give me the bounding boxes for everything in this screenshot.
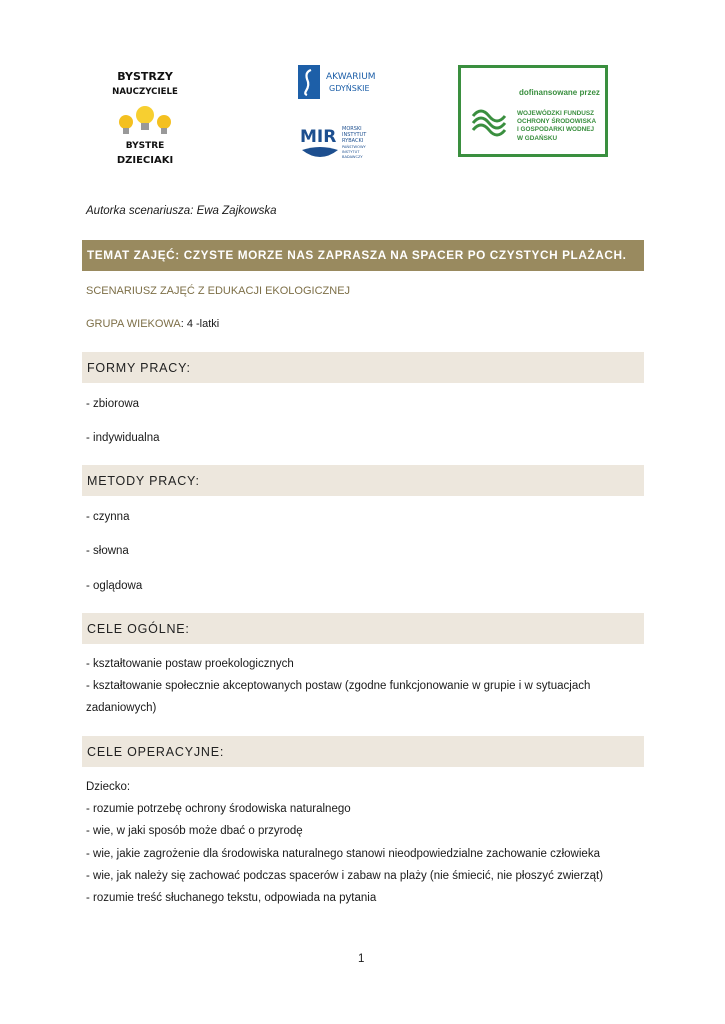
akwarium-gdynskie-logo (296, 64, 396, 100)
logo-text-akwarium: AKWARIUM (326, 72, 376, 82)
section-header-cele-operacyjne (82, 736, 644, 767)
svg-text:INSTYTUT: INSTYTUT (342, 150, 360, 154)
section-title: CELE OGÓLNE: (87, 622, 190, 636)
list-item: - rozumie potrzebę ochrony środowiska naturalnego (86, 803, 351, 815)
logo-text-bystre: BYSTRE (125, 141, 165, 151)
author-line: Autorka scenariusza: Ewa Zajkowska (86, 205, 277, 217)
topic-banner (82, 240, 644, 271)
wfosigw-name: WOJEWÓDZKI FUNDUSZ OCHRONY ŚRODOWISKA I GOSPODARKI WODNEJ W GDAŃSKU (517, 110, 597, 142)
logo-text-gdynskie: GDYŃSKIE (329, 84, 370, 93)
section-header-cele-ogolne (82, 613, 644, 644)
section-header-formy (82, 352, 644, 383)
lightbulb-icon (119, 106, 171, 134)
section-title: CELE OPERACYJNE: (87, 745, 225, 759)
fish-icon (302, 147, 338, 157)
logo-text-mir: MIR (300, 127, 337, 147)
page-number: 1 (358, 953, 365, 965)
wfosigw-logo (458, 65, 608, 157)
list-item: - czynna (86, 511, 130, 523)
list-item: - kształtowanie postaw proekologicznych (86, 658, 294, 670)
list-item: - słowna (86, 545, 129, 557)
svg-text:MORSKI: MORSKI (342, 126, 362, 132)
list-item: - wie, jakie zagrożenie dla środowiska naturalnego stanowi nieodpowiedzialne zachowanie człowieka (86, 848, 600, 860)
list-item: Dziecko: (86, 781, 131, 793)
list-item: - wie, w jaki sposób może dbać o przyrodę (86, 825, 303, 837)
list-item: zadaniowych) (86, 702, 157, 714)
svg-text:RYBACKI: RYBACKI (342, 138, 364, 144)
wfosigw-header: dofinansowane przez (519, 88, 600, 97)
mir-logo (300, 122, 380, 164)
waves-icon (471, 106, 513, 138)
logo-text-dzieciaki: DZIECIAKI (116, 155, 174, 166)
bystrzy-nauczyciele-logo (112, 66, 178, 170)
svg-text:PAŃSTWOWY: PAŃSTWOWY (342, 145, 366, 149)
list-item: - indywidualna (86, 432, 160, 444)
list-item: - rozumie treść słuchanego tekstu, odpowiada na pytania (86, 892, 377, 904)
age-group (86, 318, 219, 330)
topic-title: TEMAT ZAJĘĆ: CZYSTE MORZE NAS ZAPRASZA NA SPACER PO CZYSTYCH PLAŻACH. (87, 248, 627, 262)
section-title: METODY PRACY: (87, 474, 200, 488)
scenario-subtitle: SCENARIUSZ ZAJĘĆ Z EDUKACJI EKOLOGICZNEJ (86, 285, 351, 297)
svg-text:BADAWCZY: BADAWCZY (342, 155, 363, 159)
logo-text-nauczyciele: NAUCZYCIELE (112, 87, 178, 97)
section-title: FORMY PRACY: (87, 361, 191, 375)
svg-text:INSTYTUT: INSTYTUT (342, 132, 367, 138)
list-item: - oglądowa (86, 580, 143, 592)
age-group-label: GRUPA WIEKOWA (86, 318, 181, 330)
list-item: - kształtowanie społecznie akceptowanych postaw (zgodne funkcjonowanie w grupie i w sytuacjach (86, 680, 591, 692)
logo-text-bystrzy: BYSTRZY (117, 70, 173, 83)
list-item: - zbiorowa (86, 398, 140, 410)
list-item: - wie, jak należy się zachować podczas spacerów i zabaw na plaży (nie śmiecić, nie płoszyć zwierząt) (86, 870, 604, 882)
section-header-metody (82, 465, 644, 496)
age-group-value: : 4 -latki (180, 318, 220, 330)
